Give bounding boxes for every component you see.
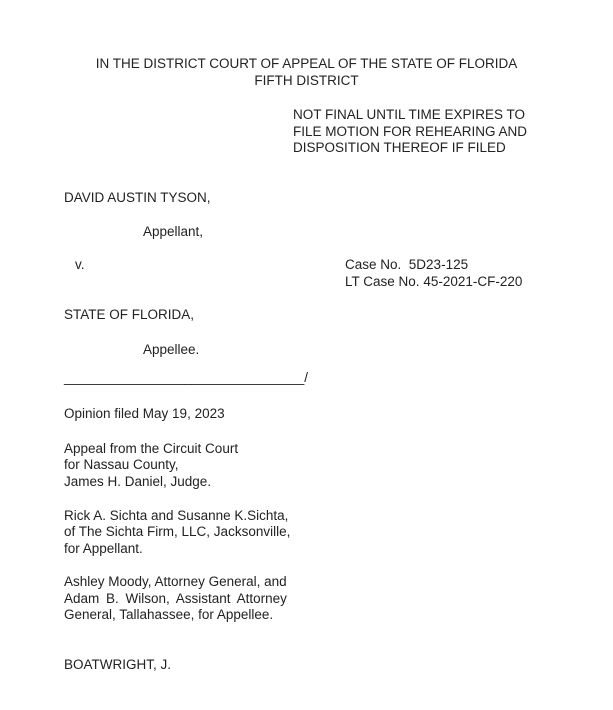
counsel-appellee-line1: Ashley Moody, Attorney General, and [64,574,287,589]
lt-case-label: LT Case No. [345,274,420,289]
lt-case-value: 45-2021-CF-220 [423,274,523,289]
notice-line1: NOT FINAL UNTIL TIME EXPIRES TO [293,107,526,122]
appeal-line2: for Nassau County, [64,457,179,472]
versus: v. [75,257,85,272]
notice-line3: DISPOSITION THEREOF IF FILED [293,140,506,155]
counsel-appellee-line3: General, Tallahassee, for Appellee. [64,607,274,622]
appellant-name: DAVID AUSTIN TYSON, [64,190,211,205]
authoring-judge: BOATWRIGHT, J. [64,657,171,672]
notice-line2: FILE MOTION FOR REHEARING AND [293,124,528,139]
appeal-line3: James H. Daniel, Judge. [64,474,212,489]
counsel-appellant-line3: for Appellant. [64,541,143,556]
case-no-label: Case No. [345,257,402,272]
court-heading-line1: IN THE DISTRICT COURT OF APPEAL OF THE STATE OF FLORIDA [95,56,518,71]
appellee-name: STATE OF FLORIDA, [64,307,195,322]
opinion-filed-date: Opinion filed May 19, 2023 [64,406,225,421]
appellant-role: Appellant, [143,224,204,239]
counsel-appellant-line1: Rick A. Sichta and Susanne K.Sichta, [64,508,289,523]
appeal-line1: Appeal from the Circuit Court [64,441,239,456]
counsel-appellee-line2: Adam B. Wilson, Assistant Attorney [64,591,287,606]
counsel-appellant-line2: of The Sichta Firm, LLC, Jacksonville, [64,524,291,539]
case-no-value: 5D23-125 [408,257,469,272]
lt-case-number [345,274,522,291]
case-number [345,257,468,274]
caption-separator: ________________________________/ [64,370,309,385]
court-heading-line2: FIFTH DISTRICT [254,73,359,88]
appellee-role: Appellee. [143,342,200,357]
